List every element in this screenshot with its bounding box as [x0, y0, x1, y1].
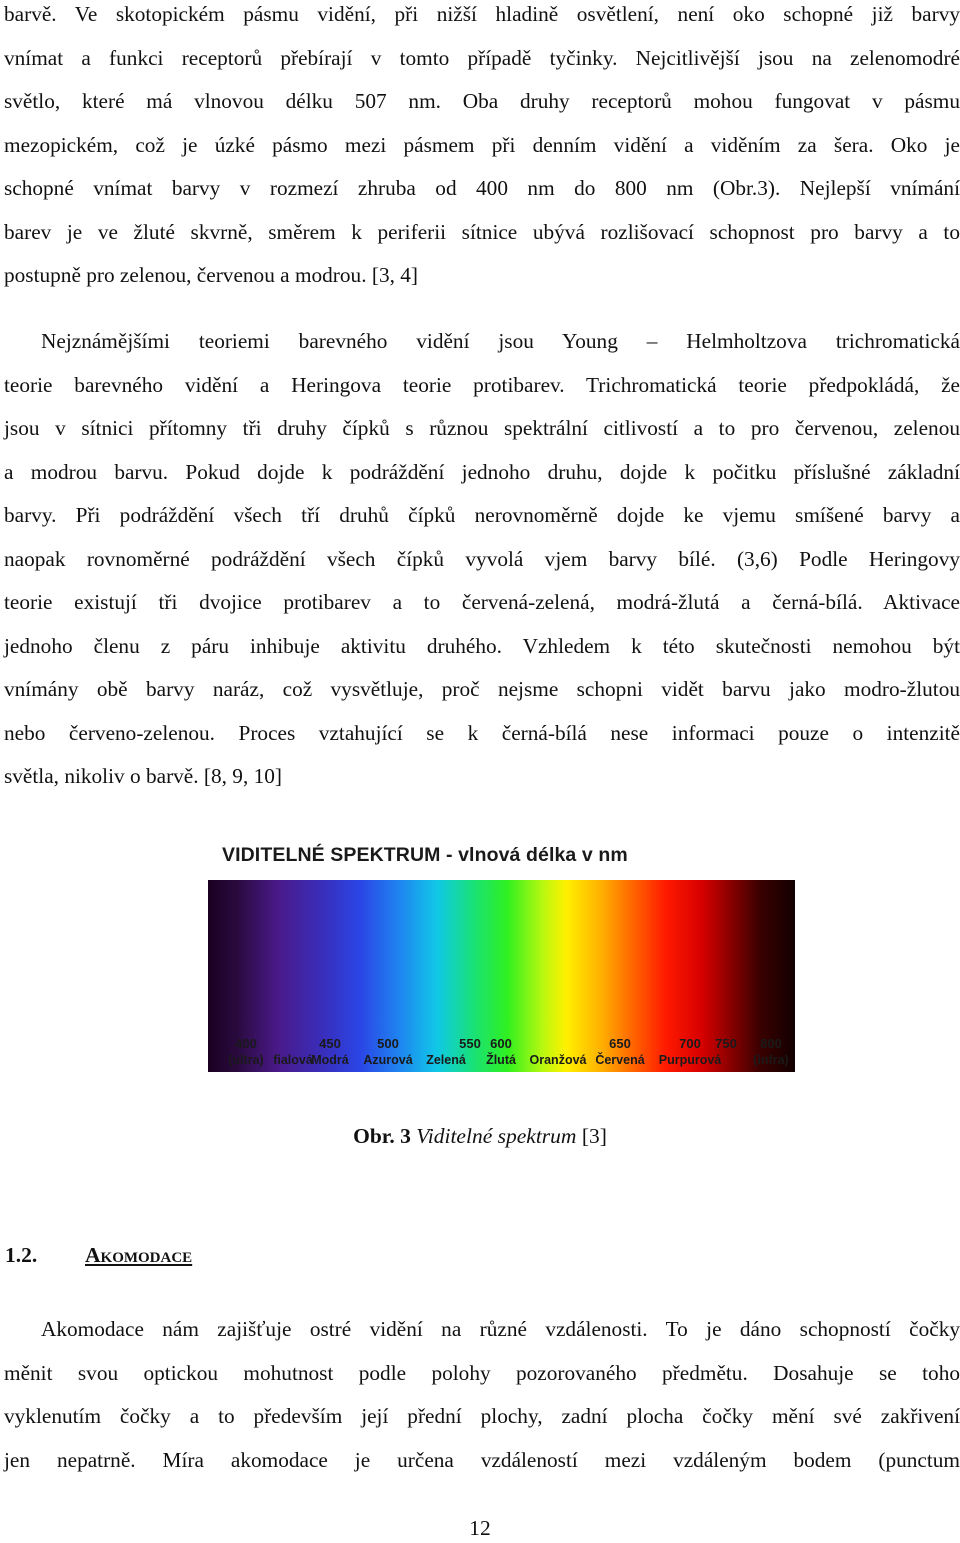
section-title: Akomodace [85, 1243, 193, 1267]
text-line: světla, nikoliv o barvě. [8, 9, 10] [4, 764, 282, 788]
paragraph-color-perception [4, 0, 960, 298]
text-line: jsou v sítnici přítomny tři druhy čípků s různou spektrální citlivostí a to pro červenou, zelenou [4, 416, 960, 440]
paragraph-accommodation [4, 1308, 960, 1482]
tick-label: 550 [459, 1036, 481, 1051]
tick-label: 750 [715, 1036, 737, 1051]
tick-label: 600 Žlutá [486, 1036, 516, 1067]
page-number: 12 [469, 1516, 491, 1540]
text-line: nebo červeno-zelenou. Proces vztahující se k černá-bílá nese informaci pouze o intenzitě [4, 720, 960, 745]
text-line: naopak rovnoměrné podráždění všech čípků vyvolá vjem barvy bílé. (3,6) Podle Heringovy [4, 546, 960, 571]
text-line: Nejznámějšími teoriemi barevného vidění jsou Young – Helmholtzova trichromatická [41, 329, 960, 353]
spectrum-axis-labels [202, 1036, 802, 1086]
tick-label: Oranžová [529, 1053, 587, 1067]
text-line: teorie existují tři dvojice protibarev a to červená-zelená, modrá-žlutá a černá-bílá. Aktivace [4, 590, 960, 614]
tick-label: 400 (ultra) [228, 1036, 264, 1067]
text-line: teorie barevného vidění a Heringova teorie protibarev. Trichromatická teorie předpokládá, že [4, 372, 960, 397]
tick-label: 650 Červená [595, 1036, 645, 1067]
paragraph-color-theories [4, 320, 960, 799]
caption-reference: [3] [581, 1124, 607, 1148]
text-line: barvy. Při podráždění všech tří druhů čípků nerovnoměrně dojde ke vjemu smíšené barvy a [4, 503, 960, 527]
text-line: vnímat a funkci receptorů přebírají v tomto případě tyčinky. Nejcitlivější jsou na zelenomodré [4, 45, 960, 70]
tick-label: 700 Purpurová [658, 1036, 722, 1067]
text-line: jen nepatrně. Míra akomodace je určena vzdáleností mezi vzdáleným bodem (punctum [4, 1447, 960, 1472]
section-number: 1.2. [5, 1243, 38, 1267]
text-line: postupně pro zelenou, červenou a modrou. [3, 4] [4, 263, 418, 287]
text-line: měnit svou optickou mohutnost podle polohy pozorovaného předmětu. Dosahuje se toho [4, 1360, 960, 1385]
text-line: jednoho členu z páru inhibuje aktivitu druhého. Vzhledem k této skutečnosti nemohou být [4, 633, 960, 658]
text-line: mezopickém, což je úzké pásmo mezi pásmem při denním vidění a viděním za šera. Oko je [4, 132, 960, 157]
text-line: světlo, které má vlnovou délku 507 nm. Oba druhy receptorů mohou fungovat v pásmu [4, 89, 960, 113]
section-heading [5, 1243, 192, 1268]
text-line: vyklenutím čočky a to především její přední plochy, zadní plocha čočky mění své zakřivení [4, 1404, 960, 1428]
tick-label: 500 Azurová [363, 1036, 413, 1067]
text-line: barvě. Ve skotopickém pásmu vidění, při nižší hladině osvětlení, není oko schopné již barvy [4, 2, 960, 26]
visible-spectrum-figure [202, 840, 802, 1085]
text-line: vnímány obě barvy naráz, což vysvětluje, proč nejsme schopni vidět barvu jako modro-žlutou [4, 677, 960, 701]
text-line: barev je ve žluté skvrně, směrem k periferii sítnice ubývá rozlišovací schopnost pro barvy a to [4, 219, 960, 244]
text-line: a modrou barvu. Pokud dojde k podráždění jednoho druhu, dojde k počitku příslušné základní [4, 459, 960, 484]
figure-title: VIDITELNÉ SPEKTRUM - vlnová délka v nm [222, 844, 628, 866]
tick-label: Zelená [426, 1053, 466, 1067]
tick-label: fialová [273, 1053, 313, 1067]
caption-label: Obr. 3 [353, 1124, 411, 1148]
tick-label: 450 Modrá [311, 1036, 349, 1067]
text-line: Akomodace nám zajišťuje ostré vidění na různé vzdálenosti. To je dáno schopností čočky [41, 1317, 960, 1341]
text-line: schopné vnímat barvy v rozmezí zhruba od 400 nm do 800 nm (Obr.3). Nejlepší vnímání [4, 176, 960, 200]
figure-caption [0, 1124, 960, 1149]
caption-title: Viditelné spektrum [416, 1124, 577, 1148]
tick-label: 800 (infra) [753, 1036, 789, 1067]
